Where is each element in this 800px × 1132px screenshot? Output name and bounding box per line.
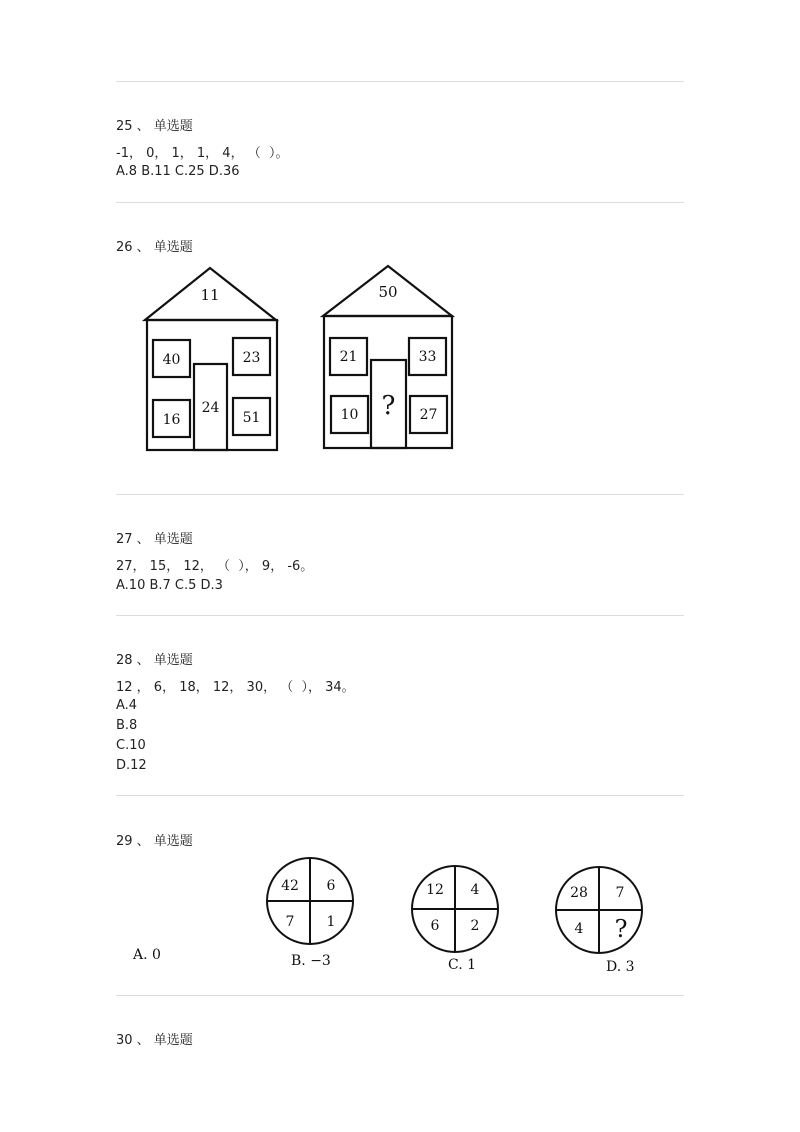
option-d: D.12 bbox=[116, 758, 147, 773]
circle-2-top-left: 12 bbox=[426, 882, 444, 898]
circle-2-bottom-right: 2 bbox=[470, 918, 480, 934]
house-2-bottom-left-number: 10 bbox=[340, 407, 359, 423]
circle-1-bottom-right: 1 bbox=[326, 914, 336, 930]
circle-3-top-left: 28 bbox=[570, 885, 588, 901]
house-1-door-number: 24 bbox=[201, 400, 220, 416]
option-b: B. −3 bbox=[291, 953, 331, 969]
circle-3-bottom-right-question-mark: ? bbox=[614, 915, 628, 943]
house-2-bottom-right-number: 27 bbox=[419, 407, 438, 423]
circle-2-bottom-left: 6 bbox=[430, 918, 440, 934]
house-1-bottom-left-number: 16 bbox=[162, 412, 181, 428]
question-stem: 27， 15， 12， （ ）， 9， -6。 bbox=[116, 559, 314, 574]
option-b: B.8 bbox=[116, 718, 138, 733]
question-stem: -1， 0， 1， 1， 4， （ ）。 bbox=[116, 146, 289, 161]
divider bbox=[116, 615, 684, 616]
circle-3-bottom-left: 4 bbox=[574, 921, 584, 937]
divider bbox=[116, 995, 684, 996]
house-1-bottom-right-number: 51 bbox=[242, 410, 261, 426]
option-c: C.10 bbox=[116, 738, 146, 753]
divider bbox=[116, 795, 684, 796]
circle-3-top-right: 7 bbox=[615, 885, 625, 901]
house-1-roof-number: 11 bbox=[200, 286, 220, 304]
option-c: C. 1 bbox=[448, 957, 477, 973]
circle-1-bottom-left: 7 bbox=[285, 914, 295, 930]
question-options: A.8 B.11 C.25 D.36 bbox=[116, 164, 240, 179]
circle-1-top-left: 42 bbox=[281, 878, 299, 894]
question-header: 30 、 单选题 bbox=[116, 1033, 193, 1048]
question-header: 27 、 单选题 bbox=[116, 532, 193, 547]
circles-figure bbox=[120, 855, 660, 980]
question-header: 28 、 单选题 bbox=[116, 653, 193, 668]
house-2-roof-number: 50 bbox=[378, 283, 398, 301]
option-d: D. 3 bbox=[606, 959, 635, 975]
house-2-top-right-number: 33 bbox=[418, 349, 437, 365]
house-1-top-right-number: 23 bbox=[242, 350, 261, 366]
question-header: 29 、 单选题 bbox=[116, 834, 193, 849]
houses-figure bbox=[140, 262, 460, 457]
divider bbox=[116, 81, 684, 82]
house-2-top-left-number: 21 bbox=[339, 349, 358, 365]
question-header: 26 、 单选题 bbox=[116, 240, 193, 255]
question-options: A.10 B.7 C.5 D.3 bbox=[116, 578, 223, 593]
circle-1-top-right: 6 bbox=[326, 878, 336, 894]
house-1-top-left-number: 40 bbox=[162, 352, 181, 368]
option-a: A. 0 bbox=[133, 947, 161, 963]
divider bbox=[116, 494, 684, 495]
option-a: A.4 bbox=[116, 698, 138, 713]
question-stem: 12 ， 6， 18， 12， 30， （ ）， 34。 bbox=[116, 680, 355, 695]
circle-2-top-right: 4 bbox=[470, 882, 480, 898]
divider bbox=[116, 202, 684, 203]
house-2-door-question-mark: ? bbox=[381, 391, 396, 421]
question-header: 25 、 单选题 bbox=[116, 119, 193, 134]
